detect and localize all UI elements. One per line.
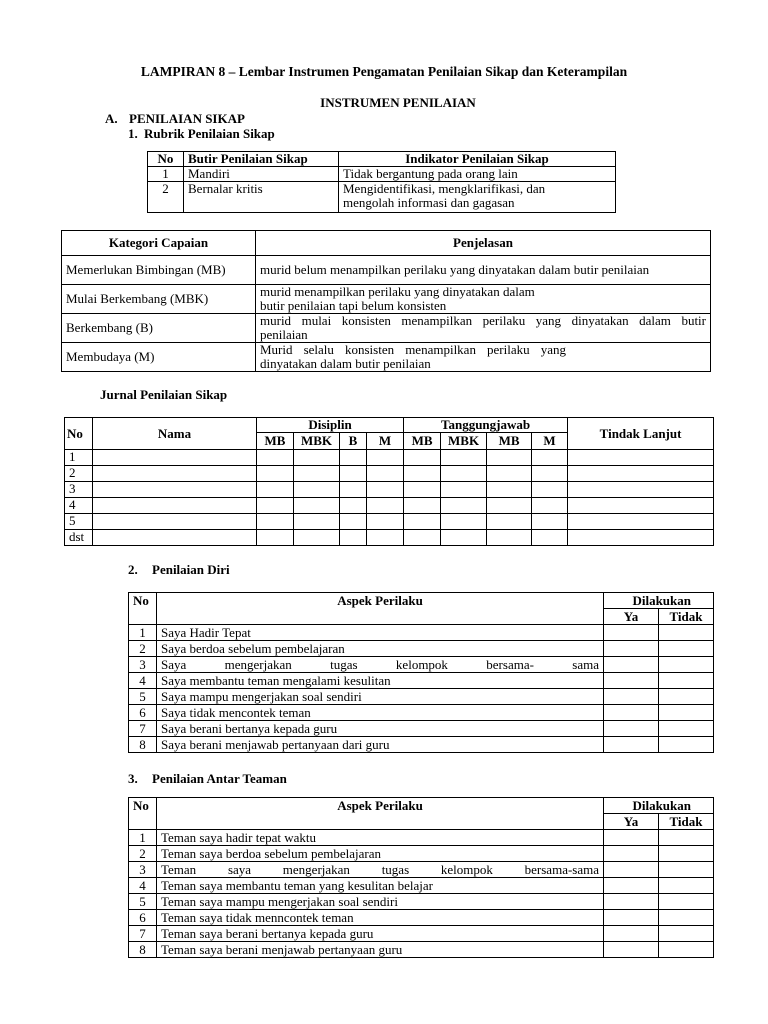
penjelasan-line: murid menampilkan perilaku yang dinyatakan dalam: [260, 284, 535, 299]
tidak-checkbox-cell[interactable]: [659, 878, 714, 894]
table-row: [65, 514, 714, 530]
jurnal-cell-empty[interactable]: [532, 466, 568, 482]
jurnal-cell-empty[interactable]: [441, 514, 487, 530]
table-row: [62, 256, 711, 285]
jurnal-cell-empty[interactable]: [404, 482, 441, 498]
jurnal-header-tanggungjawab: Tanggungjawab: [404, 418, 568, 433]
table-row: [62, 285, 711, 314]
jurnal-cell-empty[interactable]: [367, 450, 404, 466]
jurnal-cell-empty[interactable]: [340, 450, 367, 466]
jurnal-cell-empty[interactable]: [93, 450, 257, 466]
jurnal-cell-empty[interactable]: [441, 530, 487, 546]
jurnal-sub-header: MB: [404, 433, 441, 450]
jurnal-cell-no: dst: [65, 530, 93, 546]
penjelasan-line: butir penilaian tapi belum konsisten: [260, 298, 447, 313]
row-aspek: Teman saya hadir tepat waktu: [157, 830, 604, 846]
jurnal-cell-empty[interactable]: [93, 482, 257, 498]
rubrik-header-indikator: Indikator Penilaian Sikap: [339, 152, 616, 167]
tidak-checkbox-cell[interactable]: [659, 910, 714, 926]
penjelasan-cell: murid belum menampilkan perilaku yang dinyatakan dalam butir penilaian: [256, 256, 711, 285]
jurnal-cell-empty[interactable]: [441, 482, 487, 498]
kategori-cell: Mulai Berkembang (MBK): [62, 285, 256, 314]
table-row: [129, 910, 714, 926]
jurnal-cell-empty[interactable]: [441, 450, 487, 466]
table-row: [65, 466, 714, 482]
jurnal-cell-empty[interactable]: [568, 514, 714, 530]
section-3-label: Penilaian Antar Teaman: [152, 771, 287, 786]
row-number: 6: [129, 910, 157, 926]
tidak-checkbox-cell[interactable]: [659, 830, 714, 846]
row-number: 7: [129, 926, 157, 942]
rubrik-cell-no: 2: [148, 182, 184, 213]
section-2-heading: [128, 562, 230, 578]
row-number: 8: [129, 737, 157, 753]
rubrik-indikator-line: Mengidentifikasi, mengklarifikasi, dan: [343, 181, 546, 196]
table-row: [148, 167, 616, 182]
penjelasan-line: penilaian: [260, 327, 308, 342]
jurnal-cell-empty[interactable]: [441, 466, 487, 482]
jurnal-cell-empty[interactable]: [93, 514, 257, 530]
jurnal-header-tindak-lanjut: Tindak Lanjut: [568, 418, 714, 450]
rubrik-cell-indikator: [339, 182, 616, 213]
jurnal-sub-header: MBK: [441, 433, 487, 450]
tidak-checkbox-cell[interactable]: [659, 657, 714, 673]
row-number: 3: [129, 657, 157, 673]
jurnal-cell-empty[interactable]: [532, 514, 568, 530]
table-row: [129, 862, 714, 878]
jurnal-cell-empty[interactable]: [404, 498, 441, 514]
kategori-header: Kategori Capaian: [62, 231, 256, 256]
jurnal-cell-empty[interactable]: [340, 482, 367, 498]
jurnal-header-no: No: [65, 418, 93, 450]
jurnal-cell-empty[interactable]: [568, 450, 714, 466]
row-number: 5: [129, 689, 157, 705]
penjelasan-cell: [256, 314, 711, 343]
row-aspek: Teman saya berdoa sebelum pembelajaran: [157, 846, 604, 862]
rubrik-table: [147, 151, 616, 213]
table-row: [129, 830, 714, 846]
jurnal-cell-empty[interactable]: [294, 450, 340, 466]
jurnal-header-disiplin: Disiplin: [257, 418, 404, 433]
jurnal-sub-header: MB: [487, 433, 532, 450]
section-3-heading: [128, 771, 287, 787]
ya-checkbox-cell[interactable]: [604, 737, 659, 753]
jurnal-cell-empty[interactable]: [487, 530, 532, 546]
jurnal-cell-empty[interactable]: [441, 498, 487, 514]
tidak-checkbox-cell[interactable]: [659, 894, 714, 910]
row-number: 4: [129, 878, 157, 894]
jurnal-sub-header: MBK: [294, 433, 340, 450]
section-a-number: A.: [105, 111, 118, 126]
ya-checkbox-cell[interactable]: [604, 830, 659, 846]
jurnal-cell-empty[interactable]: [487, 498, 532, 514]
tidak-checkbox-cell[interactable]: [659, 721, 714, 737]
rubrik-cell-no: 1: [148, 167, 184, 182]
jurnal-cell-empty[interactable]: [294, 530, 340, 546]
table-row: [129, 641, 714, 657]
jurnal-cell-empty[interactable]: [568, 466, 714, 482]
jurnal-table: [64, 417, 714, 546]
diri-header-aspek: Aspek Perilaku: [157, 593, 604, 625]
rubrik-cell-butir: Bernalar kritis: [184, 182, 339, 213]
row-number: 8: [129, 942, 157, 958]
section-1-heading: [128, 126, 275, 142]
antar-header-tidak: Tidak: [659, 814, 714, 830]
section-a-label: PENILAIAN SIKAP: [129, 111, 245, 126]
table-row: [65, 450, 714, 466]
jurnal-sub-header: MB: [257, 433, 294, 450]
jurnal-cell-empty[interactable]: [294, 514, 340, 530]
jurnal-cell-empty[interactable]: [257, 514, 294, 530]
table-row: [129, 625, 714, 641]
jurnal-cell-empty[interactable]: [340, 466, 367, 482]
row-number: 6: [129, 705, 157, 721]
jurnal-cell-empty[interactable]: [93, 498, 257, 514]
table-row: [129, 657, 714, 673]
rubrik-indikator-line: mengolah informasi dan gagasan: [343, 195, 515, 210]
tidak-checkbox-cell[interactable]: [659, 862, 714, 878]
jurnal-cell-empty[interactable]: [367, 530, 404, 546]
row-aspek: Teman saya berani menjawab pertanyaan guru: [157, 942, 604, 958]
kategori-cell: Memerlukan Bimbingan (MB): [62, 256, 256, 285]
jurnal-cell-empty[interactable]: [294, 466, 340, 482]
section-1-label: Rubrik Penilaian Sikap: [144, 126, 275, 141]
row-aspek: Saya berani menjawab pertanyaan dari guru: [157, 737, 604, 753]
row-aspek: Saya mengerjakan tugas kelompok bersama- sama: [157, 657, 604, 673]
diri-header-ya: Ya: [604, 609, 659, 625]
ya-checkbox-cell[interactable]: [604, 926, 659, 942]
kategori-cell: Berkembang (B): [62, 314, 256, 343]
row-number: 1: [129, 625, 157, 641]
penjelasan-cell: [256, 285, 711, 314]
jurnal-cell-empty[interactable]: [568, 498, 714, 514]
jurnal-cell-empty[interactable]: [532, 498, 568, 514]
table-row: [62, 314, 711, 343]
section-a-heading: [105, 111, 245, 127]
rubrik-header-butir: Butir Penilaian Sikap: [184, 152, 339, 167]
jurnal-sub-header: M: [367, 433, 404, 450]
jurnal-cell-no: 2: [65, 466, 93, 482]
tidak-checkbox-cell[interactable]: [659, 625, 714, 641]
ya-checkbox-cell[interactable]: [604, 721, 659, 737]
document-title: LAMPIRAN 8 – Lembar Instrumen Pengamatan Penilaian Sikap dan Keterampilan: [140, 64, 628, 79]
table-row: [129, 721, 714, 737]
penjelasan-line: dinyatakan dalam butir penilaian: [260, 356, 431, 371]
diri-header-no: No: [129, 593, 157, 625]
jurnal-cell-empty[interactable]: [257, 482, 294, 498]
row-number: 1: [129, 830, 157, 846]
row-number: 2: [129, 641, 157, 657]
row-aspek: Teman saya berani bertanya kepada guru: [157, 926, 604, 942]
jurnal-cell-no: 3: [65, 482, 93, 498]
row-number: 3: [129, 862, 157, 878]
antar-header-aspek: Aspek Perilaku: [157, 798, 604, 830]
antar-header-no: No: [129, 798, 157, 830]
penilaian-diri-table: [128, 592, 714, 753]
jurnal-cell-empty[interactable]: [367, 482, 404, 498]
table-row: [129, 894, 714, 910]
jurnal-cell-empty[interactable]: [93, 530, 257, 546]
jurnal-cell-empty[interactable]: [487, 466, 532, 482]
jurnal-cell-empty[interactable]: [294, 498, 340, 514]
diri-header-tidak: Tidak: [659, 609, 714, 625]
row-aspek: Saya tidak mencontek teman: [157, 705, 604, 721]
ya-checkbox-cell[interactable]: [604, 862, 659, 878]
section-3-number: 3.: [128, 771, 138, 786]
table-row: [129, 846, 714, 862]
tidak-checkbox-cell[interactable]: [659, 673, 714, 689]
penjelasan-cell: [256, 343, 711, 372]
jurnal-cell-empty[interactable]: [568, 482, 714, 498]
row-number: 7: [129, 721, 157, 737]
tidak-checkbox-cell[interactable]: [659, 926, 714, 942]
tidak-checkbox-cell[interactable]: [659, 689, 714, 705]
jurnal-cell-empty[interactable]: [257, 498, 294, 514]
row-aspek: Teman saya tidak menncontek teman: [157, 910, 604, 926]
jurnal-cell-empty[interactable]: [404, 514, 441, 530]
tidak-checkbox-cell[interactable]: [659, 846, 714, 862]
ya-checkbox-cell[interactable]: [604, 689, 659, 705]
table-row: [148, 182, 616, 213]
tidak-checkbox-cell[interactable]: [659, 942, 714, 958]
jurnal-title: Jurnal Penilaian Sikap: [100, 387, 228, 402]
ya-checkbox-cell[interactable]: [604, 625, 659, 641]
jurnal-cell-empty[interactable]: [257, 450, 294, 466]
row-number: 2: [129, 846, 157, 862]
table-row: [129, 942, 714, 958]
rubrik-cell-butir: Mandiri: [184, 167, 339, 182]
tidak-checkbox-cell[interactable]: [659, 737, 714, 753]
row-aspek: Saya Hadir Tepat: [157, 625, 604, 641]
antar-header-ya: Ya: [604, 814, 659, 830]
ya-checkbox-cell[interactable]: [604, 894, 659, 910]
jurnal-cell-no: 5: [65, 514, 93, 530]
kategori-cell: Membudaya (M): [62, 343, 256, 372]
row-aspek: Teman saya mampu mengerjakan soal sendiri: [157, 894, 604, 910]
document-subtitle: INSTRUMEN PENILAIAN: [320, 95, 476, 110]
jurnal-cell-empty[interactable]: [487, 514, 532, 530]
row-aspek: Saya berani bertanya kepada guru: [157, 721, 604, 737]
rubrik-header-no: No: [148, 152, 184, 167]
jurnal-cell-no: 4: [65, 498, 93, 514]
jurnal-cell-empty[interactable]: [568, 530, 714, 546]
jurnal-cell-empty[interactable]: [532, 482, 568, 498]
jurnal-sub-header: B: [340, 433, 367, 450]
table-row: [129, 737, 714, 753]
ya-checkbox-cell[interactable]: [604, 641, 659, 657]
jurnal-cell-empty[interactable]: [487, 450, 532, 466]
penjelasan-header: Penjelasan: [256, 231, 711, 256]
rubrik-cell-indikator: Tidak bergantung pada orang lain: [339, 167, 616, 182]
jurnal-cell-empty[interactable]: [487, 482, 532, 498]
ya-checkbox-cell[interactable]: [604, 673, 659, 689]
jurnal-cell-empty[interactable]: [532, 530, 568, 546]
penjelasan-line: Murid selalu konsisten menampilkan perilaku yang: [260, 342, 566, 357]
kategori-table: [61, 230, 711, 372]
table-row: [129, 689, 714, 705]
table-row: [62, 343, 711, 372]
jurnal-cell-empty[interactable]: [404, 530, 441, 546]
table-row: [129, 673, 714, 689]
tidak-checkbox-cell[interactable]: [659, 705, 714, 721]
jurnal-cell-empty[interactable]: [367, 514, 404, 530]
tidak-checkbox-cell[interactable]: [659, 641, 714, 657]
jurnal-cell-no: 1: [65, 450, 93, 466]
jurnal-cell-empty[interactable]: [93, 466, 257, 482]
table-row: [65, 498, 714, 514]
row-aspek: Saya berdoa sebelum pembelajaran: [157, 641, 604, 657]
diri-header-dilakukan: Dilakukan: [604, 593, 714, 609]
jurnal-cell-empty[interactable]: [294, 482, 340, 498]
table-row: [65, 530, 714, 546]
jurnal-cell-empty[interactable]: [340, 498, 367, 514]
ya-checkbox-cell[interactable]: [604, 846, 659, 862]
penilaian-antar-table: [128, 797, 714, 958]
jurnal-cell-empty[interactable]: [532, 450, 568, 466]
row-number: 5: [129, 894, 157, 910]
ya-checkbox-cell[interactable]: [604, 705, 659, 721]
table-row: [129, 878, 714, 894]
ya-checkbox-cell[interactable]: [604, 878, 659, 894]
jurnal-cell-empty[interactable]: [340, 530, 367, 546]
section-2-number: 2.: [128, 562, 138, 577]
jurnal-sub-header: M: [532, 433, 568, 450]
jurnal-cell-empty[interactable]: [257, 466, 294, 482]
row-aspek: Teman saya mengerjakan tugas kelompok bersama-sama: [157, 862, 604, 878]
table-row: [65, 482, 714, 498]
row-aspek: Saya mampu mengerjakan soal sendiri: [157, 689, 604, 705]
ya-checkbox-cell[interactable]: [604, 910, 659, 926]
ya-checkbox-cell[interactable]: [604, 942, 659, 958]
table-row: [129, 705, 714, 721]
jurnal-cell-empty[interactable]: [367, 498, 404, 514]
row-aspek: Saya membantu teman mengalami kesulitan: [157, 673, 604, 689]
ya-checkbox-cell[interactable]: [604, 657, 659, 673]
jurnal-cell-empty[interactable]: [340, 514, 367, 530]
row-number: 4: [129, 673, 157, 689]
antar-header-dilakukan: Dilakukan: [604, 798, 714, 814]
jurnal-cell-empty[interactable]: [404, 450, 441, 466]
jurnal-header-nama: Nama: [93, 418, 257, 450]
table-row: [129, 926, 714, 942]
penjelasan-line: murid mulai konsisten menampilkan perilaku yang dinyatakan dalam butir: [260, 313, 706, 328]
row-aspek: Teman saya membantu teman yang kesulitan belajar: [157, 878, 604, 894]
jurnal-cell-empty[interactable]: [367, 466, 404, 482]
section-2-label: Penilaian Diri: [152, 562, 230, 577]
jurnal-cell-empty[interactable]: [404, 466, 441, 482]
section-1-number: 1.: [128, 126, 138, 141]
jurnal-cell-empty[interactable]: [257, 530, 294, 546]
